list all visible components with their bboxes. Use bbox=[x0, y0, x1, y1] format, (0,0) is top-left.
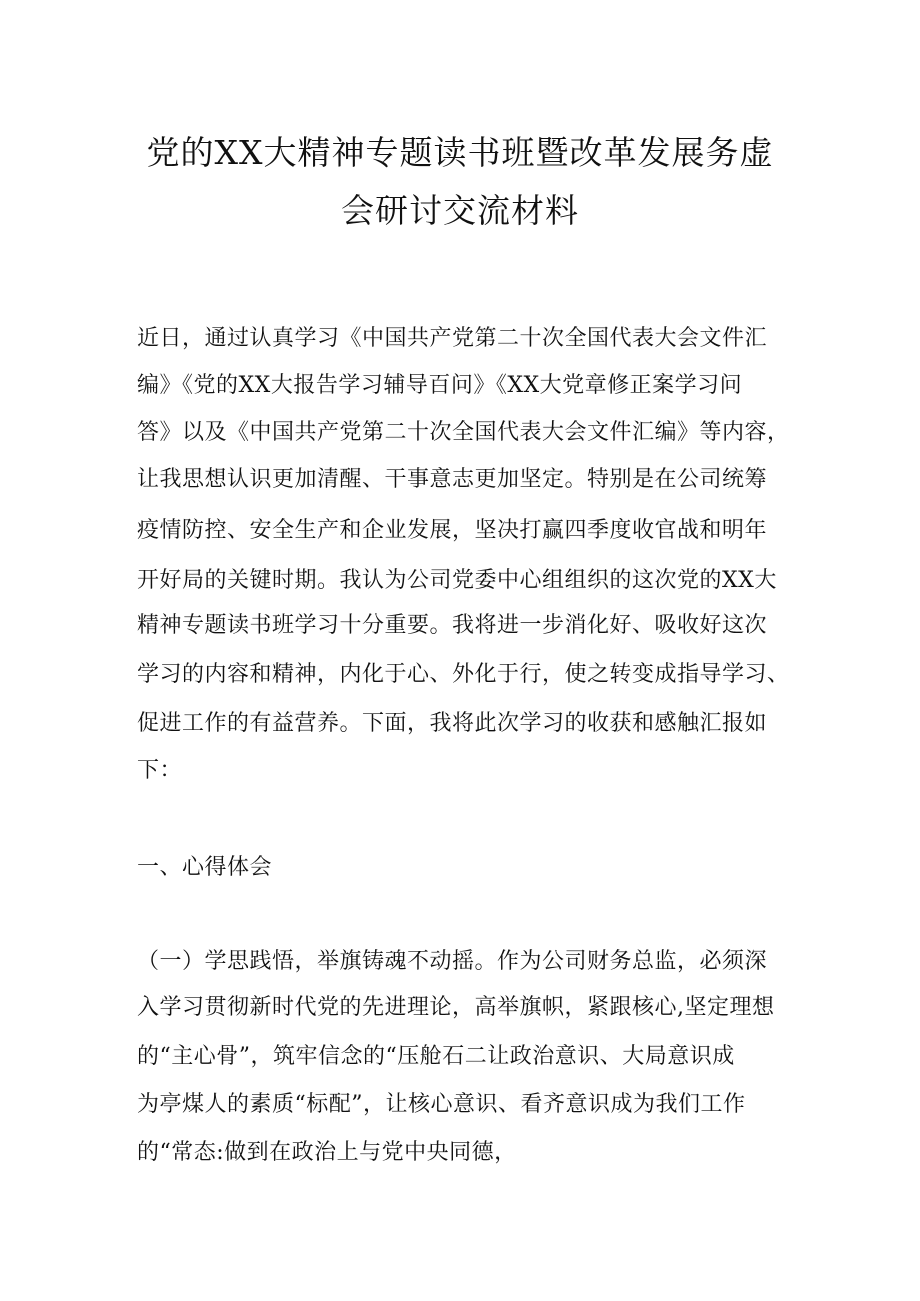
document-title-line-2: 会研讨交流材料 bbox=[341, 191, 579, 230]
document-title-line-1: 党的XX大精神专题读书班暨改革发展务虚 bbox=[146, 133, 774, 172]
section-line-1: （一）学思践悟，举旗铸魂不动摇。作为公司财务总监，必须深 bbox=[137, 949, 768, 974]
intro-line-5: 疫情防控、安全生产和企业发展，坚决打赢四季度收官战和明年 bbox=[137, 518, 768, 543]
intro-line-2: 编》《党的XX大报告学习辅导百问》《XX大党章修正案学习问 bbox=[137, 373, 743, 398]
section-line-2: 入学习贯彻新时代党的先进理论，高举旗帜，紧跟核心,坚定理想 bbox=[137, 995, 775, 1020]
section-heading: 一、心得体会 bbox=[137, 855, 273, 880]
section-line-4: 为亭煤人的素质“标配”，让核心意识、看齐意识成为我们工作 bbox=[137, 1092, 746, 1117]
intro-line-9: 促进工作的有益营养。下面，我将此次学习的收获和感触汇报如 bbox=[137, 711, 768, 736]
intro-line-6: 开好局的关键时期。我认为公司党委中心组组织的这次党的XX大 bbox=[137, 568, 777, 593]
section-line-5: 的“常态:做到在政治上与党中央同德， bbox=[137, 1140, 517, 1165]
intro-line-4: 让我思想认识更加清醒、干事意志更加坚定。特别是在公司统筹 bbox=[137, 467, 768, 492]
intro-line-7: 精神专题读书班学习十分重要。我将进一步消化好、吸收好这次 bbox=[137, 613, 768, 638]
intro-line-1: 近日，通过认真学习《中国共产党第二十次全国代表大会文件汇 bbox=[137, 326, 768, 351]
intro-line-10: 下： bbox=[137, 758, 183, 783]
section-line-3: 的“主心骨”，筑牢信念的“压舱石二让政治意识、大局意识成 bbox=[137, 1044, 735, 1069]
intro-line-8: 学习的内容和精神，内化于心、外化于行，使之转变成指导学习、 bbox=[137, 662, 790, 687]
intro-line-3: 答》以及《中国共产党第二十次全国代表大会文件汇编》等内容， bbox=[137, 420, 790, 445]
